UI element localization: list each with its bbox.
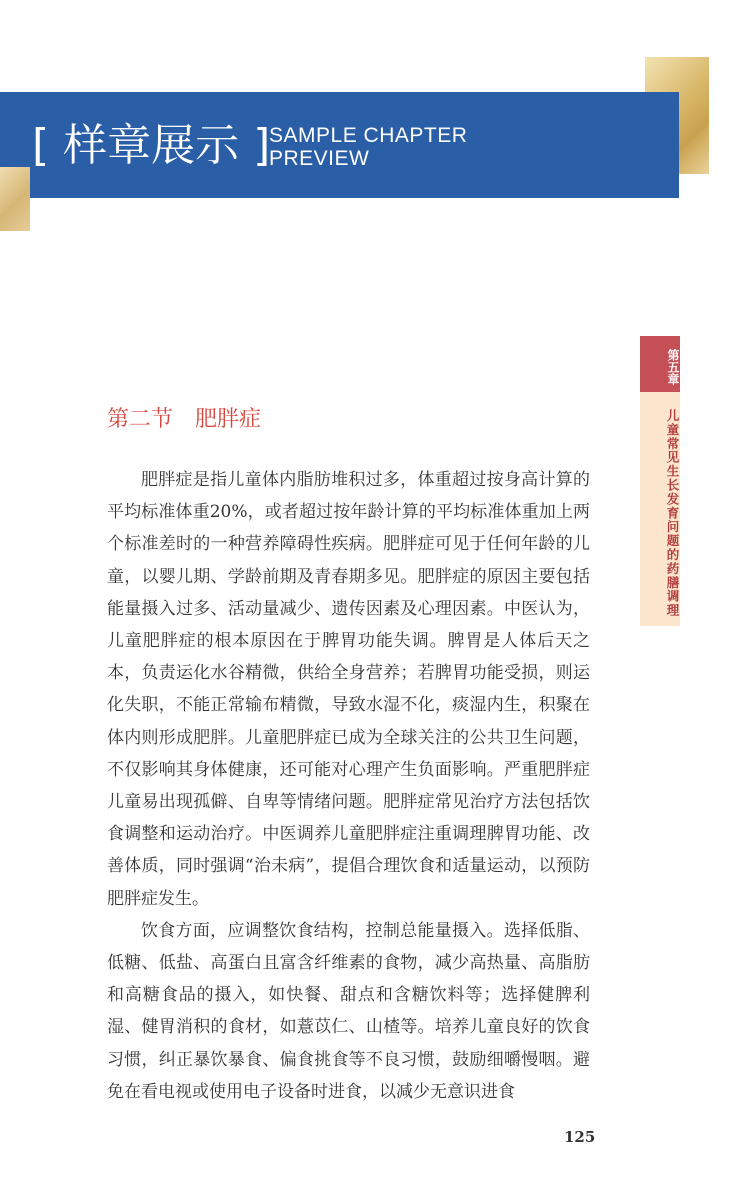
body-text	[107, 464, 590, 1108]
page-number: 125	[564, 1128, 596, 1146]
gold-accent-left	[0, 167, 30, 231]
paragraph: 肥胖症是指儿童体内脂肪堆积过多，体重超过按身高计算的平均标准体重20%，或者超过按年龄计算的平均标准体重加上两个标准差时的一种营养障碍性疾病。肥胖症可见于任何年龄的儿童，以婴儿期、学龄前期及青春期多见。肥胖症的原因主要包括能量摄入过多、活动量减少、遗传因素及心理因素。中医认为，儿童肥胖症的根本原因在于脾胃功能失调。脾胃是人体后天之本，负责运化水谷精微，供给全身营养；若脾胃功能受损，则运化失职，不能正常输布精微，导致水湿不化，痰湿内生，积聚在体内则形成肥胖。儿童肥胖症已成为全球关注的公共卫生问题，不仅影响其身体健康，还可能对心理产生负面影响。严重肥胖症儿童易出现孤僻、自卑等情绪问题。肥胖症常见治疗方法包括饮食调整和运动治疗。中医调养儿童肥胖症注重调理脾胃功能、改善体质，同时强调“治未病”，提倡合理饮食和适量运动，以预防肥胖症发生。	[107, 470, 590, 909]
banner-subtitle-line1: SAMPLE CHAPTER	[269, 124, 468, 147]
chapter-title-tab: 儿童常见生长发育问题的药膳调理	[640, 392, 680, 626]
chapter-tab: 第五章	[640, 336, 680, 392]
banner-title: [ 样章展示 ]	[32, 120, 271, 171]
section-title: 第二节 肥胖症	[107, 407, 262, 432]
banner-subtitle	[269, 124, 467, 170]
paragraph: 饮食方面，应调整饮食结构，控制总能量摄入。选择低脂、低糖、低盐、高蛋白且富含纤维素的食物，减少高热量、高脂肪和高糖食品的摄入，如快餐、甜点和含糖饮料等；选择健脾利湿、健胃消积的食材，如薏苡仁、山楂等。培养儿童良好的饮食习惯，纠正暴饮暴食、偏食挑食等不良习惯，鼓励细嚼慢咽。避免在看电视或使用电子设备时进食，以减少无意识进食	[107, 920, 590, 1102]
banner-subtitle-line2: PREVIEW	[269, 147, 370, 170]
